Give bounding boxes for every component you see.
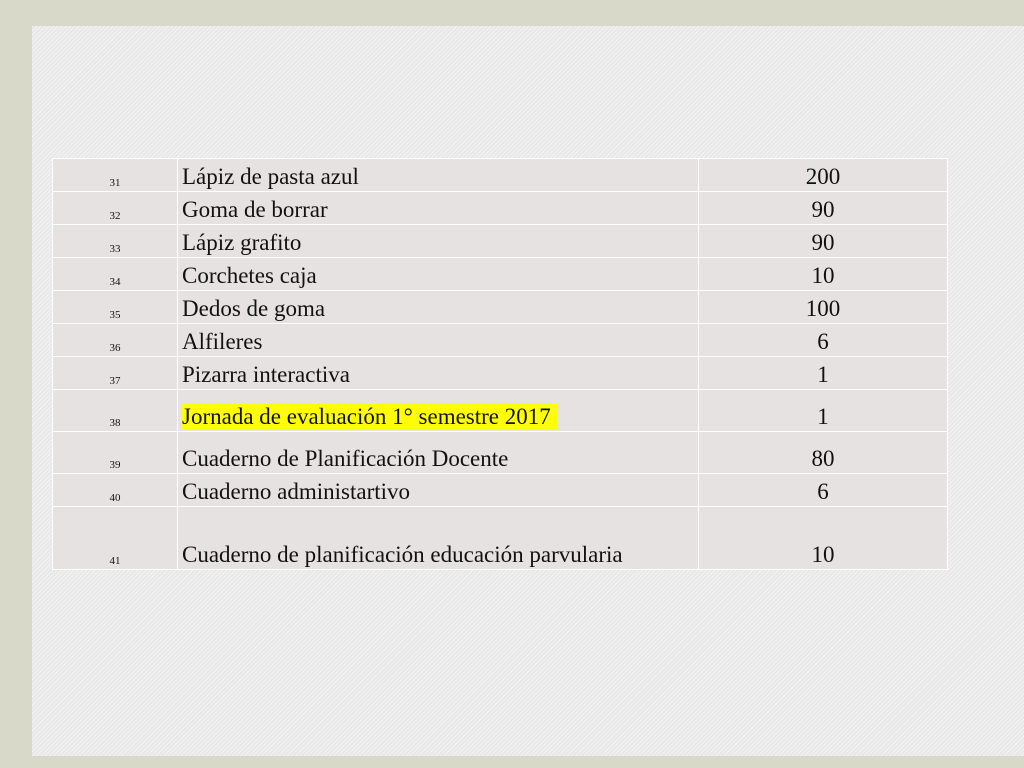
table-row — [53, 258, 948, 291]
table-row — [53, 432, 948, 474]
item-description-highlighted — [178, 390, 699, 432]
item-description: Cuaderno administartivo — [178, 474, 699, 507]
highlighted-text: Jornada de evaluación 1° semestre 2017 — [182, 404, 557, 429]
row-number: 37 — [53, 357, 178, 390]
item-quantity: 80 — [699, 432, 948, 474]
item-quantity: 1 — [699, 357, 948, 390]
item-description: Cuaderno de Planificación Docente — [178, 432, 699, 474]
item-description: Alfileres — [178, 324, 699, 357]
item-quantity: 90 — [699, 192, 948, 225]
table-row — [53, 507, 948, 570]
item-quantity: 90 — [699, 225, 948, 258]
item-quantity: 200 — [699, 159, 948, 192]
table-row — [53, 291, 948, 324]
item-quantity: 100 — [699, 291, 948, 324]
row-number: 33 — [53, 225, 178, 258]
items-table-body — [53, 159, 948, 570]
table-row — [53, 357, 948, 390]
corner-flourish — [1006, 0, 1024, 26]
row-number: 38 — [53, 390, 178, 432]
item-quantity: 10 — [699, 258, 948, 291]
table-row — [53, 474, 948, 507]
row-number: 36 — [53, 324, 178, 357]
table-row — [53, 192, 948, 225]
item-description: Lápiz de pasta azul — [178, 159, 699, 192]
item-description: Corchetes caja — [178, 258, 699, 291]
row-number: 41 — [53, 507, 178, 570]
item-description: Lápiz grafito — [178, 225, 699, 258]
item-quantity: 6 — [699, 324, 948, 357]
item-quantity: 1 — [699, 390, 948, 432]
table-row — [53, 225, 948, 258]
table-row-highlighted — [53, 390, 948, 432]
item-quantity: 6 — [699, 474, 948, 507]
item-description: Dedos de goma — [178, 291, 699, 324]
items-table — [52, 158, 948, 570]
row-number: 34 — [53, 258, 178, 291]
table-row — [53, 159, 948, 192]
row-number: 40 — [53, 474, 178, 507]
table-row — [53, 324, 948, 357]
row-number: 32 — [53, 192, 178, 225]
row-number: 35 — [53, 291, 178, 324]
item-description: Goma de borrar — [178, 192, 699, 225]
item-description: Pizarra interactiva — [178, 357, 699, 390]
item-quantity: 10 — [699, 507, 948, 570]
row-number: 31 — [53, 159, 178, 192]
item-description: Cuaderno de planificación educación parvularia — [178, 507, 699, 570]
row-number: 39 — [53, 432, 178, 474]
